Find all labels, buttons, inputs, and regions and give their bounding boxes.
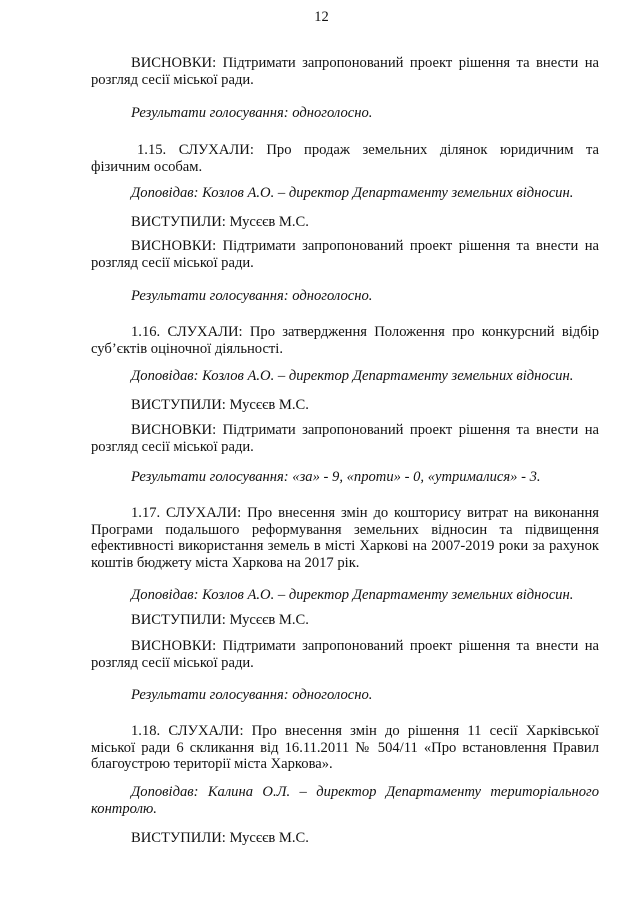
heard-item-1-17: 1.17. СЛУХАЛИ: Про внесення змін до кошторису витрат на виконання Програми подальшого реформування земельних відносин та підвищення ефективності використання земель в місті Харкові на 2007-2019 роки за рахунок коштів бюджету міста Харкова на 2017 рік. xyxy=(91,505,599,571)
conclusions-paragraph: ВИСНОВКИ: Підтримати запропонований проект рішення та внести на розгляд сесії міської ради. xyxy=(91,422,599,455)
page-number: 12 xyxy=(314,9,329,25)
voting-result: Результати голосування: «за» - 9, «проти» - 0, «утрималися» - 3. xyxy=(131,469,541,485)
speaker-paragraph: Доповідав: Козлов А.О. – директор Департаменту земельних відносин. xyxy=(131,185,574,201)
voting-result: Результати голосування: одноголосно. xyxy=(131,687,373,703)
spoke-paragraph: ВИСТУПИЛИ: Мусєєв М.С. xyxy=(131,397,309,413)
heard-item-1-16: 1.16. СЛУХАЛИ: Про затвердження Положення про конкурсний відбір суб’єктів оціночної діяльності. xyxy=(91,324,599,357)
spoke-paragraph: ВИСТУПИЛИ: Мусєєв М.С. xyxy=(131,830,309,846)
heard-item-1-18: 1.18. СЛУХАЛИ: Про внесення змін до рішення 11 сесії Харківської міської ради 6 скликання від 16.11.2011 № 504/11 «Про встановлення Правил благоустрою території міста Харкова». xyxy=(91,723,599,772)
spoke-paragraph: ВИСТУПИЛИ: Мусєєв М.С. xyxy=(131,214,309,230)
speaker-paragraph: Доповідав: Калина О.Л. – директор Департаменту територіального контролю. xyxy=(91,784,599,817)
speaker-paragraph: Доповідав: Козлов А.О. – директор Департаменту земельних відносин. xyxy=(131,368,574,384)
conclusions-paragraph: ВИСНОВКИ: Підтримати запропонований проект рішення та внести на розгляд сесії міської ради. xyxy=(91,55,599,88)
voting-result: Результати голосування: одноголосно. xyxy=(131,288,373,304)
conclusions-paragraph: ВИСНОВКИ: Підтримати запропонований проект рішення та внести на розгляд сесії міської ради. xyxy=(91,638,599,671)
conclusions-paragraph: ВИСНОВКИ: Підтримати запропонований проект рішення та внести на розгляд сесії міської ради. xyxy=(91,238,599,271)
spoke-paragraph: ВИСТУПИЛИ: Мусєєв М.С. xyxy=(131,612,309,628)
speaker-paragraph: Доповідав: Козлов А.О. – директор Департаменту земельних відносин. xyxy=(131,587,574,603)
heard-item-1-15: 1.15. СЛУХАЛИ: Про продаж земельних ділянок юридичним та фізичним особам. xyxy=(91,142,599,175)
voting-result: Результати голосування: одноголосно. xyxy=(131,105,373,121)
